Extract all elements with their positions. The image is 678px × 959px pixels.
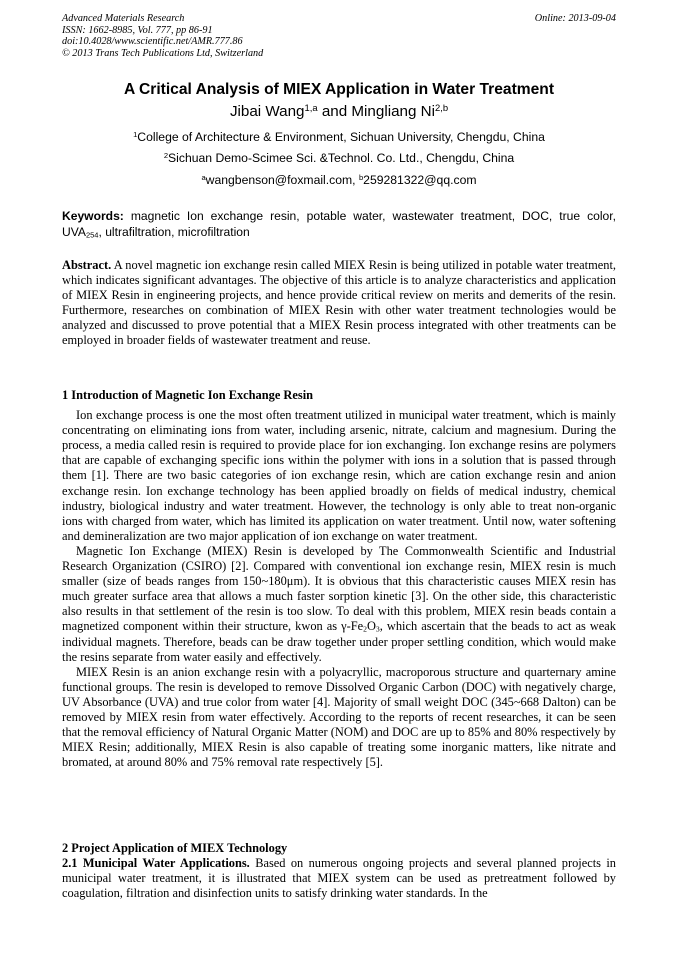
paragraph-2-part-c: , which ascertain that the beads to act as weak individual magnets. Therefore, beads can be draw together under proper settling condition, which would make the resins separate from water easily and effectively.: [62, 619, 617, 664]
issn-line: ISSN: 1662-8985, Vol. 777, pp 86-91: [62, 24, 213, 36]
abstract-text: A novel magnetic ion exchange resin called MIEX Resin is being utilized in potable water treatment, which indicates significant advantages. The objective of this article is to analyze characteristics and application of MIEX Resin in engineering projects, and hence provide critical review on merits and demerits of the resin. Furthermore, researches on combination of MIEX Resin with other water treatment technologies would be analyzed and discussed to prove potential that a MIEX Resin process integrated with other treatments can be employed in broader fields of wastewater treatment and reuse.: [62, 258, 616, 348]
author-line: [62, 103, 616, 120]
author-emails: [62, 173, 616, 187]
email-2: 259281322@qq.com: [363, 173, 477, 187]
paragraph-2-sub-1: 2: [363, 624, 367, 634]
affiliation-2-text: Sichuan Demo-Scimee Sci. &Technol. Co. Ltd., Chengdu, China: [168, 151, 515, 165]
paragraph-2-sub-2: 3: [375, 624, 380, 634]
keywords-subscript: 254: [85, 230, 99, 240]
author-2-affil: 2,b: [434, 101, 449, 113]
abstract-label: Abstract.: [62, 258, 112, 272]
author-2: Mingliang Ni: [351, 103, 435, 120]
author-1: Jibai Wang: [229, 103, 305, 120]
affiliation-2-mark: 2: [163, 150, 169, 160]
affiliation-2: [62, 151, 616, 165]
abstract-block: [62, 258, 616, 349]
journal-name: Advanced Materials Research: [62, 13, 185, 24]
keywords-text-b: , ultrafiltration, microfiltration: [98, 225, 250, 239]
online-date: Online: 2013-09-04: [534, 13, 616, 24]
author-1-affil: 1,a: [304, 101, 318, 113]
subsection-2-1-heading: 2.1 Municipal Water Applications.: [62, 856, 250, 871]
keywords-label: Keywords:: [62, 209, 124, 223]
section-1-paragraph-3: MIEX Resin is an anion exchange resin with a polyacryllic, macroporous structure and quarternary amine functional groups. The resin is developed to remove Dissolved Organic Carbon (DOC) with negatively charge, UV Absorbance (UVA) and true color from water [4]. Majority of small weight DOC (345~668 Dalton) can be removed by MIEX resin from water effectively. According to the reports of recent researches, it can be seen that the removal efficiency of Natural Organic Matter (NOM) and DOC are up to 85% and 80% respectively by MIEX Resin; additionally, MIEX Resin is also capable of treating some inorganic matters, like nitrate and bromated, at around 80% and 75% removal rate respectively [5].: [62, 664, 616, 770]
email-2-mark: b: [358, 172, 364, 182]
section-1-heading: 1 Introduction of Magnetic Ion Exchange Resin: [62, 388, 314, 402]
affiliation-1-text: College of Architecture & Environment, Sichuan University, Chengdu, China: [137, 130, 545, 144]
affiliation-1: [62, 130, 616, 144]
section-1: [62, 388, 616, 770]
doi-line: doi:10.4028/www.scientific.net/AMR.777.86: [62, 36, 243, 48]
email-1-mark: a: [201, 172, 206, 182]
section-1-paragraph-2: [62, 544, 616, 665]
keywords-text-a: magnetic Ion exchange resin, potable water, wastewater treatment, DOC, true color, UVA: [62, 209, 616, 239]
section-1-paragraph-1: Ion exchange process is one the most often treatment utilized in municipal water treatment, which is mainly concentrating on eliminating ions from water, including arsenic, nitrate, calcium and magnesium. During the process, a media called resin is required to provide place for ion exchanging. Ion exchange resins are polymers that are capable of exchanging specific ions within the polymer with ions in a solution that is passed through them [1]. There are two basic categories of ion exchange resin, which are cation exchange resin and anion exchange resin. Ion exchange technology has been applied broadly on fields of medical industry, chemical industry, biological industry and water treatment. However, the technology is only able to treat non-organic ions with charged from water, which has limited its application on water treatment. Until now, water softening and demineralization are two major application of ion exchange on water treatment.: [62, 408, 616, 543]
journal-header: [62, 13, 616, 59]
paragraph-2-part-a: Magnetic Ion Exchange (MIEX) Resin is developed by The Commonwealth Scientific and Industrial Research Organization (CSIRO) [2]. Compared with conventional ion exchange resin, MIEX resin is much smaller (size of beads ranges from 150~180μm). It is obvious that this characteristic causes MIEX resin has much greater surface area that allows a much faster sorption kinetic [3]. On the other side, this characteristic also results in that settlement of the resin is too slow. To deal with this problem, MIEX resin beads contain a magnetized component within their structure, kwon as γ-Fe: [62, 543, 616, 634]
keywords-block: [62, 208, 616, 240]
paragraph-2-part-b: O: [366, 619, 376, 634]
copyright-line: © 2013 Trans Tech Publications Ltd, Switzerland: [62, 47, 264, 59]
email-1: wangbenson@foxmail.com,: [205, 173, 356, 187]
affiliation-1-mark: 1: [133, 129, 138, 139]
paper-title: A Critical Analysis of MIEX Application in Water Treatment: [123, 81, 555, 98]
author-conjunction: and: [321, 103, 348, 120]
section-2: [62, 841, 616, 901]
section-2-heading: 2 Project Application of MIEX Technology: [62, 841, 288, 855]
subsection-2-1-text: Based on numerous ongoing projects and several planned projects in municipal water treatment, it is illustrated that MIEX system can be used as pretreatment followed by coagulation, filtration and disinfection units to satisfy drinking water standards. In the: [62, 856, 616, 901]
section-2-paragraph-1: [62, 856, 616, 901]
